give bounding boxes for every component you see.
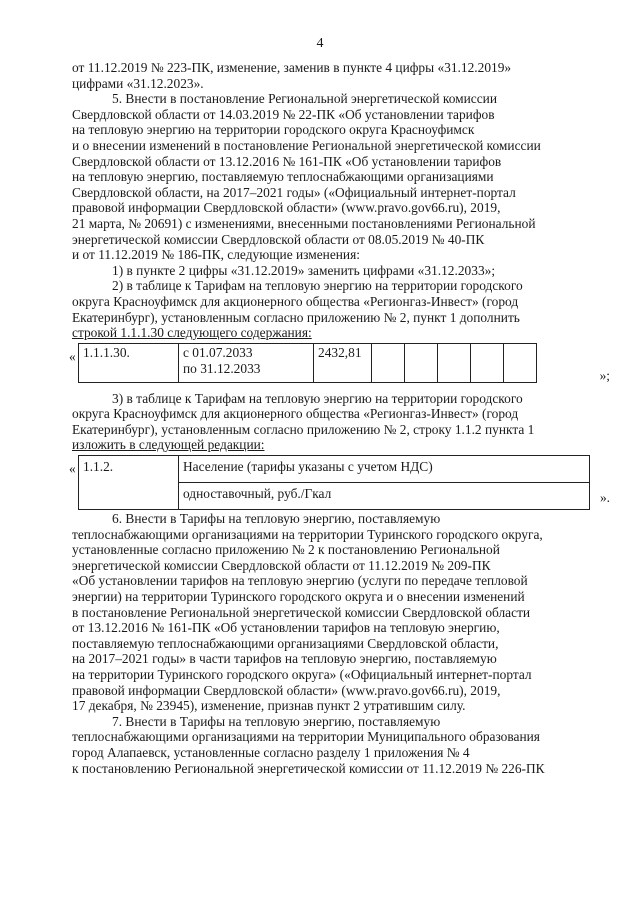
- intro-line: от 11.12.2019 № 223-ПК, изменение, заменив в пункте 4 цифры «31.12.2019»: [72, 60, 512, 75]
- item6-line: правовой информации Свердловской области» (www.pravo.gov66.ru), 2019,: [72, 682, 501, 698]
- item6-line: установленные согласно приложению № 2 к постановлению Региональной: [72, 542, 500, 558]
- period-from: с 01.07.2033: [183, 344, 253, 360]
- intro-line: цифрами «31.12.2023».: [72, 75, 204, 91]
- cell-empty: [372, 343, 405, 382]
- period-to: по 31.12.2033: [183, 360, 261, 376]
- item6-line: 6. Внести в Тарифы на тепловую энергию, поставляемую: [112, 511, 441, 527]
- item6-line: «Об установлении тарифов на тепловую энергию (услуги по передаче тепловой: [72, 573, 528, 589]
- page-number: 4: [316, 36, 324, 51]
- item7-line: город Алапаевск, установленные согласно разделу 1 приложения № 4: [72, 744, 470, 760]
- cell-empty: [471, 343, 504, 382]
- cell-value: 2432,81: [314, 343, 372, 382]
- item6-line: в постановление Региональной энергетической комиссии Свердловской области: [72, 604, 531, 620]
- subitem-3-line: округа Красноуфимск для акционерного общества «Регионгаз-Инвест» (город: [72, 406, 519, 422]
- cell-empty: [405, 343, 438, 382]
- item5-line: энергетической комиссии Свердловской области от 08.05.2019 № 40-ПК: [72, 231, 485, 247]
- item5-line: 5. Внести в постановление Региональной энергетической комиссии: [112, 91, 497, 107]
- intro-paragraph: [72, 60, 610, 91]
- table-2: [78, 455, 590, 510]
- subitem-2-line: 2) в таблице к Тарифам на тепловую энергию на территории городского: [112, 278, 523, 294]
- item5-line: Свердловской области от 14.03.2019 № 22-ПК «Об установлении тарифов: [72, 106, 495, 122]
- item6-line: 17 декабря, № 23945), изменение, признав пункт 2 утратившим силу.: [72, 698, 466, 714]
- item6-line: теплоснабжающими организациями на территории Туринского городского округа,: [72, 526, 543, 542]
- cell-category: Население (тарифы указаны с учетом НДС): [179, 456, 590, 483]
- item5-line: правовой информации Свердловской области» (www.pravo.gov66.ru), 2019,: [72, 200, 501, 216]
- cell-empty: [504, 343, 537, 382]
- open-quote: «: [69, 348, 76, 364]
- subitem-3: [72, 391, 610, 453]
- item7-line: теплоснабжающими организациями на территории Муниципального образования: [72, 729, 540, 745]
- table-row: [79, 343, 537, 382]
- item6-line: на территории Туринского городского округа» («Официальный интернет-портал: [72, 667, 532, 682]
- subitem-2-line: Екатеринбург), установленным согласно приложению № 2, пункт 1 дополнить: [72, 309, 520, 325]
- item7-line: к постановлению Региональной энергетической комиссии от 11.12.2019 № 226-ПК: [72, 760, 545, 776]
- table-1: [78, 343, 537, 383]
- table-row: [79, 456, 590, 483]
- cell-code: 1.1.2.: [79, 456, 179, 510]
- close-quote: ».: [599, 490, 610, 506]
- item7-line: 7. Внести в Тарифы на тепловую энергию, поставляемую: [112, 713, 441, 729]
- item6-line: от 13.12.2016 № 161-ПК «Об установлении тарифов на тепловую энергию,: [72, 620, 500, 636]
- item5-line: Свердловской области, на 2017–2021 годы» («Официальный интернет-портал: [72, 184, 516, 200]
- item6-line: энергетической комиссии Свердловской области от 11.12.2019 № 209-ПК: [72, 557, 491, 573]
- cell-unit: одноставочный, руб./Гкал: [179, 483, 590, 510]
- subitem-3-line: изложить в следующей редакции:: [72, 437, 265, 453]
- subitem-3-line: 3) в таблице к Тарифам на тепловую энергию на территории городского: [112, 390, 523, 406]
- document-body: [69, 60, 610, 776]
- item6-line: на 2017–2021 годы» в части тарифов на тепловую энергию, поставляемую: [72, 651, 497, 667]
- cell-period: [179, 343, 314, 382]
- item5-line: и о внесении изменений в постановление Региональной энергетической комиссии: [72, 137, 541, 153]
- subitem-1: [72, 263, 610, 279]
- subitem-3-line: Екатеринбург), установленным согласно приложению № 2, строку 1.1.2 пункта 1: [72, 421, 535, 437]
- item-6-paragraph: [72, 511, 610, 714]
- cell-empty: [438, 343, 471, 382]
- item5-line: на тепловую энергию, поставляемую теплоснабжающими организациями: [72, 169, 494, 185]
- subitem-1-text: 1) в пункте 2 цифры «31.12.2019» заменить цифрами «31.12.2033»;: [112, 262, 496, 278]
- item5-line: Свердловской области от 13.12.2016 № 161-ПК «Об установлении тарифов: [72, 153, 502, 169]
- subitem-2: [72, 278, 610, 340]
- close-quote: »;: [599, 367, 610, 383]
- item5-line: и от 11.12.2019 № 186-ПК, следующие изменения:: [72, 247, 360, 263]
- item6-line: поставляемую теплоснабжающими организациями Свердловской области,: [72, 635, 499, 651]
- item-7-paragraph: [72, 714, 610, 776]
- item6-line: энергии) на территории Туринского городского округа и о внесении изменений: [72, 589, 525, 605]
- subitem-2-line: строкой 1.1.1.30 следующего содержания:: [72, 325, 312, 341]
- cell-code: 1.1.1.30.: [79, 343, 179, 382]
- tariff-row-table-2: [69, 455, 610, 509]
- subitem-2-line: округа Красноуфимск для акционерного общества «Регионгаз-Инвест» (город: [72, 293, 519, 309]
- item5-line: 21 марта, № 20691) с изменениями, внесенными постановлениями Региональной: [72, 215, 536, 231]
- item5-line: на тепловую энергию на территории городского округа Красноуфимск: [72, 122, 475, 138]
- item-5-paragraph: [72, 91, 610, 263]
- tariff-row-table-1: [69, 343, 610, 387]
- open-quote: «: [69, 461, 76, 477]
